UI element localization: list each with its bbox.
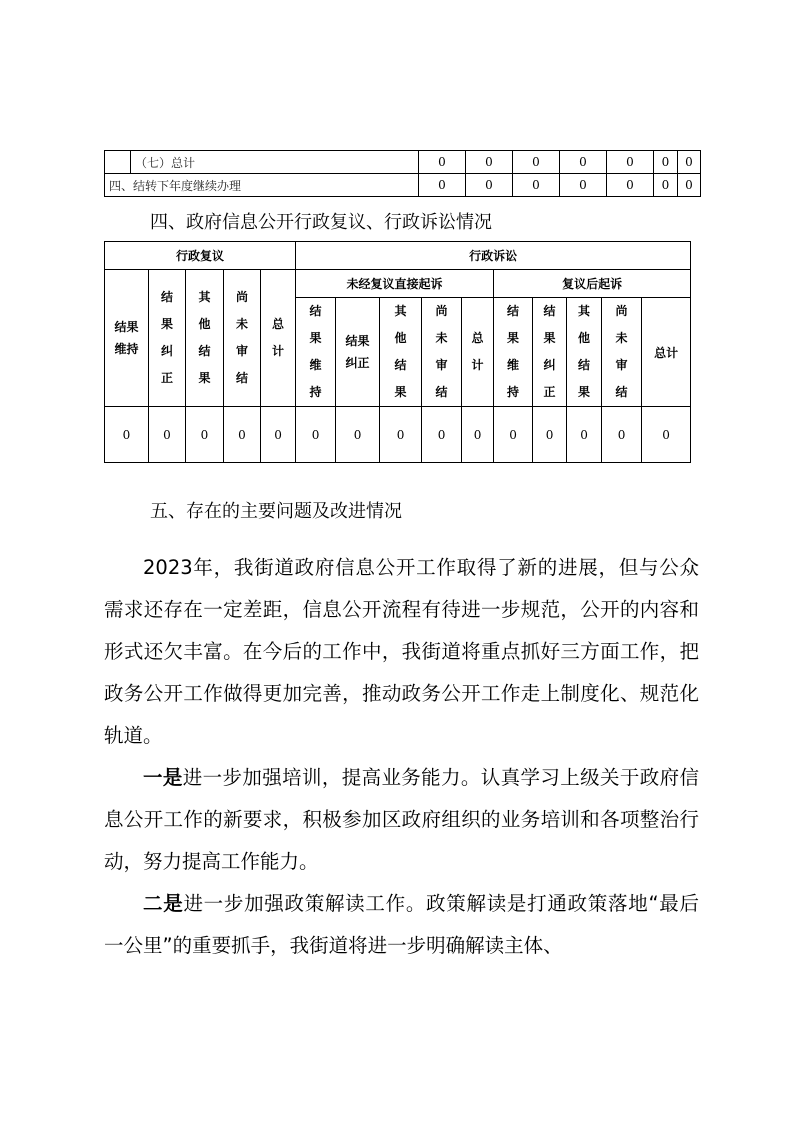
column-header: 结果纠正 xyxy=(336,298,380,407)
table-cell: 0 xyxy=(419,174,466,197)
column-header: 尚未审结 xyxy=(602,298,642,407)
column-header: 尚未审结 xyxy=(422,298,462,407)
table-row xyxy=(105,407,691,463)
disclosure-summary-table xyxy=(104,150,701,197)
table-cell: 0 xyxy=(678,151,701,174)
column-header: 结果维持 xyxy=(296,298,336,407)
table-cell: 0 xyxy=(422,407,462,463)
column-header: 总计 xyxy=(261,270,296,407)
table-row xyxy=(105,174,701,197)
row-label: （七）总计 xyxy=(131,151,419,174)
body-text xyxy=(104,547,699,967)
table-cell: 0 xyxy=(567,407,602,463)
column-header: 总计 xyxy=(642,298,691,407)
table-cell: 0 xyxy=(105,407,149,463)
direct-suit-header: 未经复议直接起诉 xyxy=(296,270,494,298)
table-row xyxy=(105,151,701,174)
table-cell: 0 xyxy=(466,174,513,197)
paragraph-lead: 一是 xyxy=(143,766,183,789)
table-cell: 0 xyxy=(513,151,560,174)
table-cell: 0 xyxy=(654,151,678,174)
column-header: 其他结果 xyxy=(567,298,602,407)
column-header: 总计 xyxy=(462,298,494,407)
table-cell: 0 xyxy=(642,407,691,463)
column-header: 结果维持 xyxy=(494,298,533,407)
column-header: 结果维持 xyxy=(105,270,149,407)
table-cell: 0 xyxy=(261,407,296,463)
paragraph: 2023年，我街道政府信息公开工作取得了新的进展，但与公众需求还存在一定差距，信息公开流程有待进一步规范，公开的内容和形式还欠丰富。在今后的工作中，我街道将重点抓好三方面工作，把政务公开工作做得更加完善，推动政务公开工作走上制度化、规范化轨道。 xyxy=(104,556,699,747)
table-cell: 0 xyxy=(224,407,261,463)
section-heading: 四、政府信息公开行政复议、行政诉讼情况 xyxy=(150,212,492,233)
table-cell: 0 xyxy=(466,151,513,174)
column-header: 结果纠正 xyxy=(149,270,186,407)
table-cell: 0 xyxy=(186,407,224,463)
column-header: 结果纠正 xyxy=(533,298,567,407)
review-litigation-table xyxy=(104,241,691,463)
table-cell: 0 xyxy=(678,174,701,197)
table-cell: 0 xyxy=(560,151,607,174)
column-header: 尚未审结 xyxy=(224,270,261,407)
paragraph-lead: 二是 xyxy=(143,892,184,915)
table-cell: 0 xyxy=(607,151,654,174)
section-heading: 五、存在的主要问题及改进情况 xyxy=(150,501,402,522)
table-cell: 0 xyxy=(533,407,567,463)
table-cell: 0 xyxy=(513,174,560,197)
review-header: 行政复议 xyxy=(105,242,296,270)
column-header: 其他结果 xyxy=(186,270,224,407)
table-row xyxy=(105,242,691,270)
table-cell: 0 xyxy=(149,407,186,463)
table-row xyxy=(105,270,691,298)
table-cell: 0 xyxy=(296,407,336,463)
table-cell: 0 xyxy=(607,174,654,197)
table-cell: 0 xyxy=(419,151,466,174)
table-cell: 0 xyxy=(494,407,533,463)
after-review-header: 复议后起诉 xyxy=(494,270,691,298)
table-cell: 0 xyxy=(462,407,494,463)
table-cell xyxy=(105,151,131,174)
table-cell: 0 xyxy=(560,174,607,197)
litigation-header: 行政诉讼 xyxy=(296,242,691,270)
paragraph: 一是进一步加强培训，提高业务能力。认真学习上级关于政府信息公开工作的新要求，积极参加区政府组织的业务培训和各项整治行动，努力提高工作能力。 xyxy=(104,766,699,873)
column-header: 其他结果 xyxy=(380,298,422,407)
paragraph: 二是进一步加强政策解读工作。政策解读是打通政策落地“最后一公里”的重要抓手，我街道将进一步明确解读主体、 xyxy=(104,892,699,957)
table-cell: 0 xyxy=(336,407,380,463)
table-cell: 0 xyxy=(654,174,678,197)
table-cell: 0 xyxy=(602,407,642,463)
row-label: 四、结转下年度继续办理 xyxy=(105,174,419,197)
table-cell: 0 xyxy=(380,407,422,463)
